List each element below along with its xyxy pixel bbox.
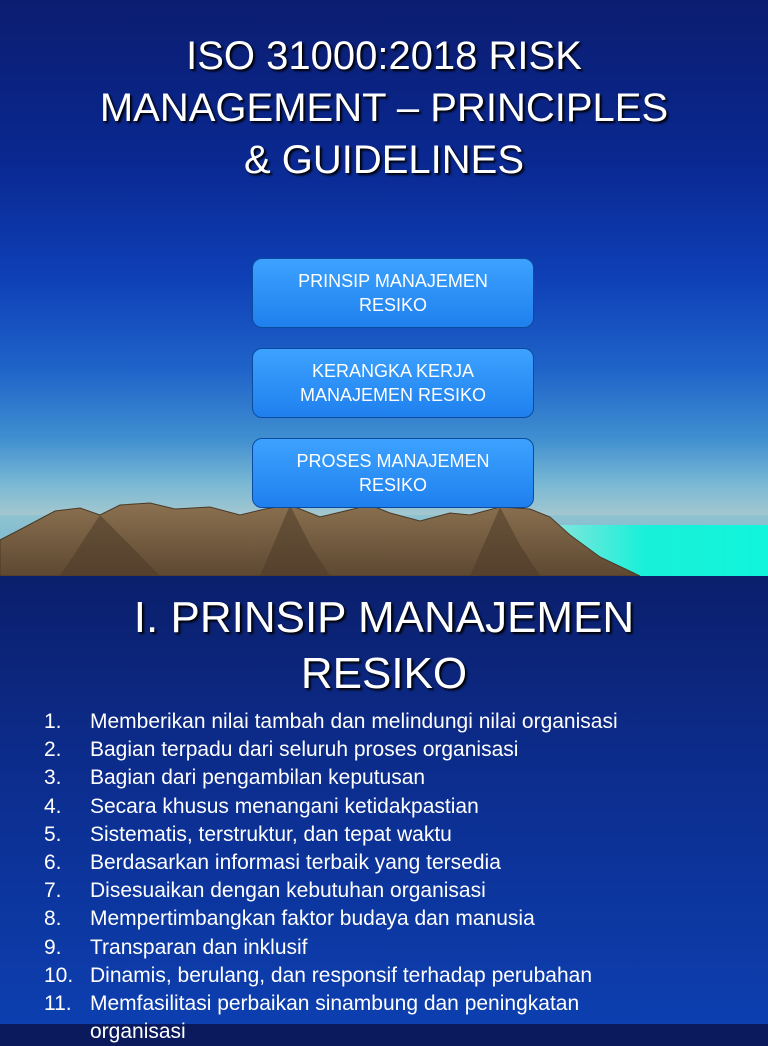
button-label-line: MANAJEMEN RESIKO <box>299 385 487 405</box>
slide-1-title-line: & GUIDELINES <box>243 138 525 182</box>
button-label-line: RESIKO <box>358 295 428 315</box>
list-item-text: Memberikan nilai tambah dan melindungi nilai organisasi <box>90 710 618 733</box>
list-item-number: 5. <box>44 822 62 846</box>
slide-2 <box>0 576 768 1044</box>
list-item-text: Dinamis, berulang, dan responsif terhadap perubahan <box>90 963 593 987</box>
list-item-number: 3. <box>44 766 62 790</box>
list-item-number: 11. <box>44 991 72 1015</box>
list-item-text: organisasi <box>90 1020 186 1044</box>
slide-2-title-line: RESIKO <box>300 649 468 698</box>
list-item-text: Disesuaikan dengan kebutuhan organisasi <box>90 879 486 903</box>
list-item-number: 6. <box>44 850 62 874</box>
button-label-line: PRINSIP MANAJEMEN <box>298 271 488 291</box>
list-item-text: Bagian dari pengambilan keputusan <box>90 766 426 790</box>
list-item-text: Berdasarkan informasi terbaik yang tersedia <box>90 850 501 874</box>
proses-manajemen-resiko-button[interactable] <box>252 438 534 508</box>
kerangka-kerja-manajemen-resiko-button[interactable] <box>252 348 534 418</box>
list-item-number: 8. <box>44 907 62 931</box>
list-item-number: 1. <box>44 710 62 733</box>
slide-2-title-line: I. PRINSIP MANAJEMEN <box>133 593 635 642</box>
list-item-number: 4. <box>44 794 62 818</box>
prinsip-manajemen-resiko-button[interactable] <box>252 258 534 328</box>
list-item-text: Mempertimbangkan faktor budaya dan manusia <box>90 907 535 931</box>
button-label-line: RESIKO <box>358 475 428 495</box>
slide-1-title <box>0 30 768 186</box>
list-item-text: Sistematis, terstruktur, dan tepat waktu <box>90 822 452 846</box>
button-label-line: PROSES MANAJEMEN <box>296 451 490 471</box>
button-label-line: KERANGKA KERJA <box>311 361 475 381</box>
list-item-number: 10. <box>44 963 74 987</box>
list-item-text: Memfasilitasi perbaikan sinambung dan peningkatan <box>90 991 580 1015</box>
slide-1-title-line: ISO 31000:2018 RISK <box>186 34 582 78</box>
list-item-text: Transparan dan inklusif <box>90 935 308 959</box>
list-item-number: 7. <box>44 879 62 903</box>
list-item-number: 2. <box>44 738 62 762</box>
list-item-number: 9. <box>44 935 62 959</box>
list-item-text: Bagian terpadu dari seluruh proses organisasi <box>90 738 519 762</box>
slide-2-title <box>0 590 768 702</box>
slide-1-title-line: MANAGEMENT – PRINCIPLES <box>99 86 669 130</box>
list-item-text: Secara khusus menangani ketidakpastian <box>90 794 479 818</box>
